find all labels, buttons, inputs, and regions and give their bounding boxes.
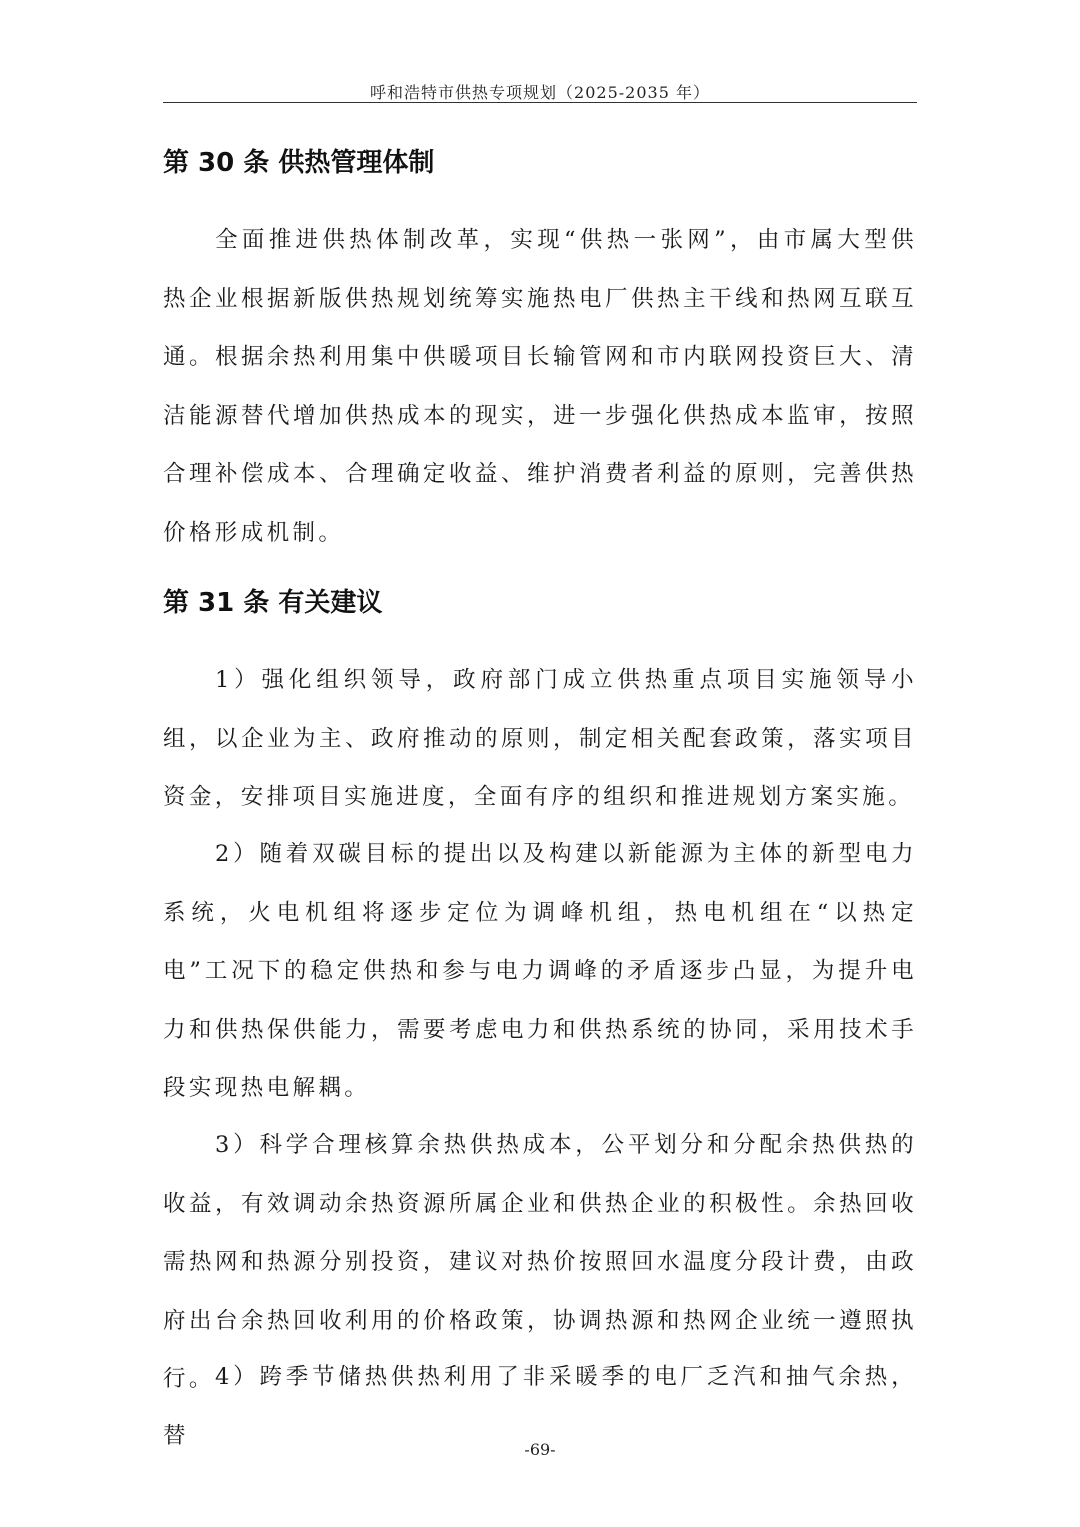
suggestion-paragraph-1: 1）强化组织领导，政府部门成立供热重点项目实施领导小组，以企业为主、政府推动的原则，制定相关配套政策，落实项目资金，安排项目实施进度，全面有序的组织和推进规划方案实施。 [163,667,917,810]
section-title-31: 第 31 条 有关建议 [163,588,383,618]
section-30-paragraph: 全面推进供热体制改革，实现“供热一张网”，由市属大型供热企业根据新版供热规划统筹实施热电厂供热主干线和热网互联互通。根据余热利用集中供暖项目长输管网和市内联网投资巨大、清洁能源替代增加供热成本的现实，进一步强化供热成本监审，按照合理补偿成本、合理确定收益、维护消费者利益的原则，完善供热价格形成机制。 [163,227,917,546]
suggestion-paragraph-4: 4）跨季节储热供热利用了非采暖季的电厂乏汽和抽气余热，替 [163,1364,917,1449]
page-number: -69- [524,1440,556,1459]
suggestion-paragraph-2: 2）随着双碳目标的提出以及构建以新能源为主体的新型电力系统，火电机组将逐步定位为调峰机组，热电机组在“以热定电”工况下的稳定供热和参与电力调峰的矛盾逐步凸显，为提升电力和供热保供能力，需要考虑电力和供热系统的协同，采用技术手段实现热电解耦。 [163,841,917,1101]
header-rule [163,102,917,103]
running-header: 呼和浩特市供热专项规划（2025-2035 年） [370,83,710,102]
section-title-30: 第 30 条 供热管理体制 [163,148,435,178]
suggestion-paragraph-3: 3）科学合理核算余热供热成本，公平划分和分配余热供热的收益，有效调动余热资源所属企业和供热企业的积极性。余热回收需热网和热源分别投资，建议对热价按照回水温度分段计费，由政府出台余热回收利用的价格政策，协调热源和热网企业统一遵照执行。 [163,1132,917,1392]
